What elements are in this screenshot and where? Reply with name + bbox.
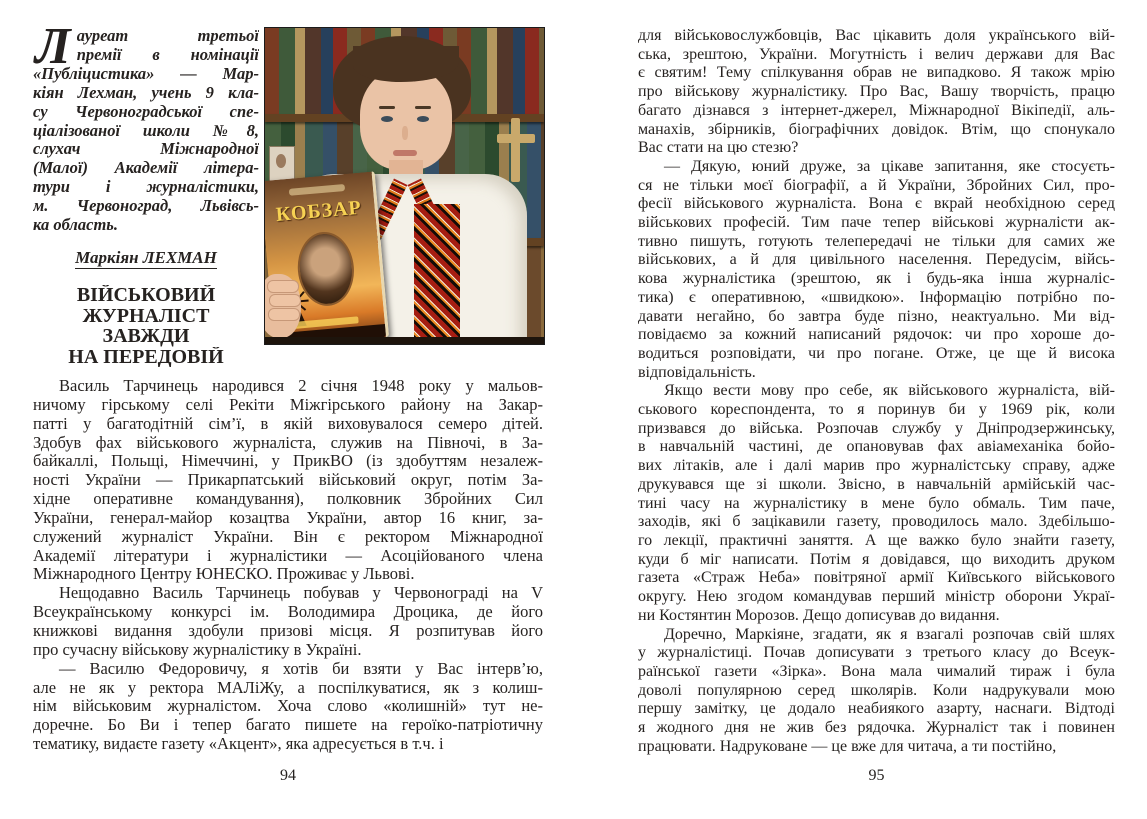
paragraph xyxy=(33,285,259,367)
text-line: тематику, видаєте газету «Акцент», яка адресується в т.ч. і xyxy=(33,735,444,754)
paragraph xyxy=(638,382,1115,625)
text-line: кіян Лехман, учень 9 кла- xyxy=(33,83,259,102)
text-line: Нещодавно Василь Тарчинець побував у Червонограді на V xyxy=(59,584,543,603)
page-number-left: 94 xyxy=(280,767,296,784)
paragraph xyxy=(33,660,543,754)
article-title xyxy=(33,285,259,367)
text-line: я жодного дня не жив без рядочка. Журналіст так і повинен xyxy=(638,719,1115,737)
text-line: хідне оперативне командування), полковник Збройних Сил xyxy=(33,490,543,509)
right-page xyxy=(638,27,1115,802)
embroidery-placket xyxy=(411,204,463,345)
boy-finger xyxy=(268,308,300,321)
text-line: ЖУРНАЛІСТ xyxy=(82,305,210,327)
text-line: ся не тільки моєї біографії, а й України, Збройних Сил, про- xyxy=(638,176,1115,194)
text-line: тивно пишуть, готують телепередачі не тільки для самих же xyxy=(638,232,1115,250)
text-line: ничому гірському селі Рекіти Міжгірського району на Закар- xyxy=(33,395,543,414)
text-line: для військовослужбовців, Вас цікавить доля українського вій- xyxy=(638,27,1115,44)
author-name: Маркіян ЛЕХМАН xyxy=(75,248,217,267)
text-line: округу. Нею згодом командував перший міністр оборони Украї- xyxy=(638,588,1115,606)
text-line: тика) є оперативною, «швидкою». Інформацію потрібно по- xyxy=(638,288,1115,306)
text-line: Вас стати на цю стезю? xyxy=(638,139,799,157)
text-line: давати негайно, бо завтра буде пізно, неактуально. Ми від- xyxy=(638,307,1115,325)
paragraph xyxy=(33,377,543,584)
boy-eyebrow xyxy=(415,106,431,109)
text-line: слухач Міжнародної xyxy=(33,140,259,159)
text-line: військових професій. Тим паче тепер військові журналісти ак- xyxy=(638,214,1115,232)
text-line: книжкові видання здобули призові місця. Я розпитував його xyxy=(33,621,543,640)
text-line: багато дізнався з інтернет-джерел, Міжнародної Вікіпедії, аль- xyxy=(638,101,1115,119)
text-line: ськового кореспондента, то я поринув би у 1969 рік, коли xyxy=(638,401,1115,419)
right-page-body xyxy=(638,27,1115,756)
text-line: військових, а й для цивільного населення. Передусім, війсь- xyxy=(638,251,1115,269)
text-line: ності України — Прикарпатський військовий округ, потім За- xyxy=(33,471,543,490)
text-line: премії в номінації xyxy=(76,45,259,64)
text-line: ська, зрештою, України. Могутність і велич держави для Вас xyxy=(638,45,1115,63)
text-line: куди б міг написати. Потім я довідався, що виходить друком xyxy=(638,550,1115,568)
text-line: Василь Тарчинець народився 2 січня 1948 року у мальов- xyxy=(59,377,543,395)
text-line: першу замітку, це додало неабиякого азарту, наснаги. Відтоді xyxy=(638,700,1115,718)
text-line: у журналістиці. Почав дописувати з третього класу до Всеук- xyxy=(638,644,1115,662)
text-line: вих літаків, але і далі марив про журналістську справу, адже xyxy=(638,457,1115,475)
text-line: водиться розповідати, чи про погане. Отже, це ще й висока xyxy=(638,344,1115,362)
text-line: призвався до війська. Розпочав службу у Дніпродзержинську, xyxy=(638,419,1115,437)
text-line: нім військовим журналістом. Хоча слово «колишній» тут не- xyxy=(33,697,543,716)
boy-eye xyxy=(381,116,393,122)
text-line: (Малої) Академії літера- xyxy=(33,159,259,178)
paragraph xyxy=(638,626,1115,757)
shevchenko-oval-portrait xyxy=(295,230,357,309)
text-line: є святим! Тему спілкування обрав не випадково. Я також мрію xyxy=(638,64,1115,82)
drop-cap: Л xyxy=(35,18,71,75)
text-line: — Дякую, юний друже, за цікаве запитання, яке стосуєть- xyxy=(664,157,1115,175)
paragraph xyxy=(638,158,1115,382)
boy-eyebrow xyxy=(379,106,395,109)
book-title: КОБЗАР xyxy=(275,196,363,227)
boy-with-kobzar-photo xyxy=(264,27,545,345)
text-line: Міжнародного Центру ЮНЕСКО. Проживає у Львові. xyxy=(33,565,415,584)
boy-eye xyxy=(417,116,429,122)
text-line: доречне. Бо Ви і тепер багато пишете на героїко-патріотичну xyxy=(33,716,543,735)
text-line: відповідальність. xyxy=(638,363,756,381)
text-line: Академії літератури і журналістики — Асоційованого члена xyxy=(33,546,543,565)
boy-finger xyxy=(267,280,299,293)
lead-in-italic-block xyxy=(33,18,259,235)
text-line: фесії військового журналіста. Вона є вкрай необхідною серед xyxy=(638,195,1115,213)
text-line: тині часу на журналістику в мене було обмаль. Тим паче, xyxy=(638,494,1115,512)
text-line: НА ПЕРЕДОВІЙ xyxy=(68,346,224,368)
text-line: повідаємо за кожний написаний рядочок: чи про хороше до- xyxy=(638,326,1115,344)
left-page xyxy=(33,18,543,802)
text-line: працювати. Надруковане — це вже для читача, а ти постійно, xyxy=(638,737,1057,755)
photo-bottom-edge xyxy=(265,337,544,344)
text-line: Здобув фах військового журналіста, служив на Півночі, в За- xyxy=(33,433,543,452)
text-line: кова журналістика (зрештою, як і будь-яка інша журналіс- xyxy=(638,270,1115,288)
text-line: го лекції, практичні заняття. А ще важко було знайти газету, xyxy=(638,531,1115,549)
text-line: Всеукраїнському конкурсі ім. Володимира Дроцика, де його xyxy=(33,603,543,622)
text-line: доволі популярною серед школярів. Коли надрукували мою xyxy=(638,681,1115,699)
text-line: тури і журналістики, xyxy=(33,178,259,197)
text-line: ціалізованої школи №8, xyxy=(33,121,259,140)
book-author-script xyxy=(289,184,345,196)
text-line: заходів, які б зацікавили газету, проводилось мало. Здебільшо- xyxy=(638,513,1115,531)
text-line: патті у багатодітній сім’ї, в якій виховувалося семеро дітей. xyxy=(33,414,543,433)
text-line: про сучасну військову журналістику в Україні. xyxy=(33,640,362,659)
text-line: манахів, збірників, біографічних довідок. Втім, що спонукало xyxy=(638,120,1115,138)
text-line: газета «Страж Неба» повітряної армії Київського військового xyxy=(638,569,1115,587)
text-line: «Публіцистика» — Мар- xyxy=(33,64,259,83)
small-portrait-photo xyxy=(269,146,295,182)
text-line: су Червоноградської спе- xyxy=(33,102,259,121)
text-line: про військову журналістику. Про Вас, Вашу творчість, працю xyxy=(638,83,1115,101)
left-page-body xyxy=(33,377,543,754)
text-line: ЗАВЖДИ xyxy=(102,326,190,347)
text-line: України, генерал-майор козацтва України, автор 16 книг, за- xyxy=(33,508,543,527)
text-line: друкувався ще зі школи. Звісно, в навчальній армійській час- xyxy=(638,475,1115,493)
boy-finger xyxy=(269,294,301,307)
text-line: ВІЙСЬКОВИЙ xyxy=(76,285,216,306)
text-line: байкаллі, Польщі, Німеччині, у ПрикВО (із здобуттям незалеж- xyxy=(33,452,543,471)
text-line: м. Червоноград, Львівсь- xyxy=(33,197,259,216)
text-line: Доречно, Маркіяне, згадати, як я взагалі розпочав свій шлях xyxy=(664,625,1115,643)
text-line: але не як у ректора МАЛіЖу, а поспілкуватися, як з колиш- xyxy=(33,678,543,697)
text-line: ни Костянтин Морозов. Дещо дописував до видання. xyxy=(638,606,1000,624)
text-line: в навчальній частині, де опановував фах авіамеханіка бойо- xyxy=(638,438,1115,456)
text-line: раїнської газети «Зірка». Вона мала чималий тираж і була xyxy=(638,662,1115,680)
text-line: служений журналіст України. Він є ректором Міжнародної xyxy=(33,527,543,546)
text-line: ка область. xyxy=(33,216,118,235)
boy-mouth xyxy=(393,150,417,156)
text-line: ауреат третьої xyxy=(76,27,259,45)
text-line: Якщо вести мову про себе, як військового журналіста, вій- xyxy=(664,382,1115,400)
author-byline xyxy=(33,248,259,268)
page-number-right: 95 xyxy=(868,767,885,784)
cross-decoration xyxy=(511,118,520,182)
cross-decoration xyxy=(497,134,535,143)
boy-nose xyxy=(402,126,408,140)
text-line: — Василю Федоровичу, я хотів би взяти у Вас інтерв’ю, xyxy=(59,659,543,678)
paragraph xyxy=(638,27,1115,158)
paragraph xyxy=(33,584,543,659)
